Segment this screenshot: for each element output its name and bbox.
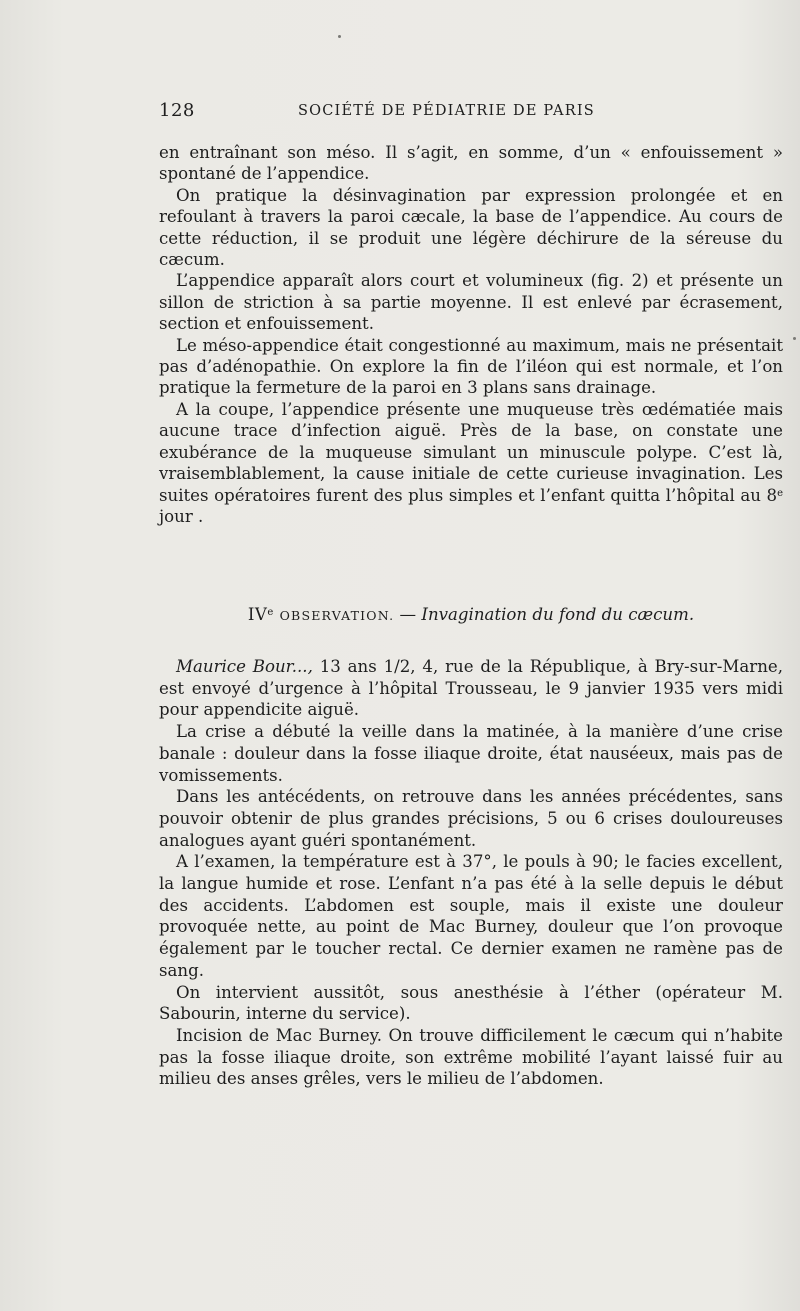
paragraph: L’appendice apparaît alors court et volumineux (fig. 2) et présente un sillon de striction à sa partie moyenne. Il est enlevé par écrasement, section et enfouissement. [159, 271, 783, 334]
observation-title: Invagination du fond du cæcum. [421, 605, 695, 624]
paragraph-conclusion [159, 399, 783, 527]
paragraph: Dans les antécédents, on retrouve dans les années précédentes, sans pouvoir obtenir de plus grandes précisions, 5 ou 6 crises douloureuses analogues ayant guéri spontanément. [159, 787, 783, 850]
running-title: SOCIÉTÉ DE PÉDIATRIE DE PARIS [298, 103, 595, 119]
patient-details: 13 ans 1/2, 4, rue de la République, à Bry-sur-Marne, est envoyé d’urgence à l’hôpital Trousseau, le 9 janvier 1935 vers midi pour appendicite aiguë. [159, 657, 783, 720]
heading-dash: — [394, 605, 422, 624]
paragraph: A l’examen, la température est à 37°, le pouls à 90; le facies excellent, la langue humide et rose. L’enfant n’a pas été à la selle depuis le début des accidents. L’abdomen est souple, mais il existe une douleur provoquée nette, au point de Mac Burney, douleur que l’on provoque également par le toucher rectal. Ce dernier examen ne ramène pas de sang. [159, 852, 783, 980]
paragraph: On intervient aussitôt, sous anesthésie à l’éther (opérateur M. Sabourin, interne du service). [159, 982, 783, 1024]
ordinal-suffix: e [777, 487, 783, 499]
paragraph-patient [159, 656, 783, 721]
conclusion-end: jour . [159, 506, 204, 526]
observation-numeral: IV [247, 605, 268, 624]
conclusion-text: A la coupe, l’appendice présente une muqueuse très œdématiée mais aucune trace d’infection aiguë. Près de la base, on constate une exubérance de la muqueuse simulant un minuscule polype. C’est là, vraisemblablement, la cause initiale de cette curieuse invagination. Les suites opératoires furent des plus simples et l’enfant quitta l’hôpital au 8 [159, 399, 783, 505]
print-speck [338, 35, 341, 38]
paragraph: Le méso-appendice était congestionné au maximum, mais ne présentait pas d’adénopathie. On explore la fin de l’iléon qui est normale, et l’on pratique la fermeture de la paroi en 3 plans sans drainage. [159, 335, 783, 398]
observation-heading [159, 604, 783, 627]
observation-word: OBSERVATION. [279, 608, 395, 623]
text-block-bottom [159, 656, 783, 1090]
patient-name: Maurice Bour..., [176, 657, 313, 676]
paragraph: Incision de Mac Burney. On trouve difficilement le cæcum qui n’habite pas la fosse iliaque droite, son extrême mobilité l’ayant laissé fuir au milieu des anses grêles, vers le milieu de l’abdomen. [159, 1025, 783, 1089]
observation-numeral-suffix: e [267, 607, 274, 618]
paragraph: On pratique la désinvagination par expression prolongée et en refoulant à travers la paroi cæcale, la base de l’appendice. Au cours de cette réduction, il se produit une légère déchirure de la séreuse du cæcum. [159, 185, 783, 270]
print-speck [793, 337, 796, 340]
page-header [159, 100, 779, 124]
observation-label [248, 605, 394, 624]
paragraph: La crise a débuté la veille dans la matinée, à la manière d’une crise banale : douleur dans la fosse iliaque droite, état nauséeux, mais pas de vomissements. [159, 722, 783, 785]
paragraph-continuation: en entraînant son méso. Il s’agit, en somme, d’un « enfouissement » spontané de l’appendice. [159, 143, 783, 184]
text-block-top [159, 142, 783, 527]
page-number: 128 [159, 100, 195, 121]
